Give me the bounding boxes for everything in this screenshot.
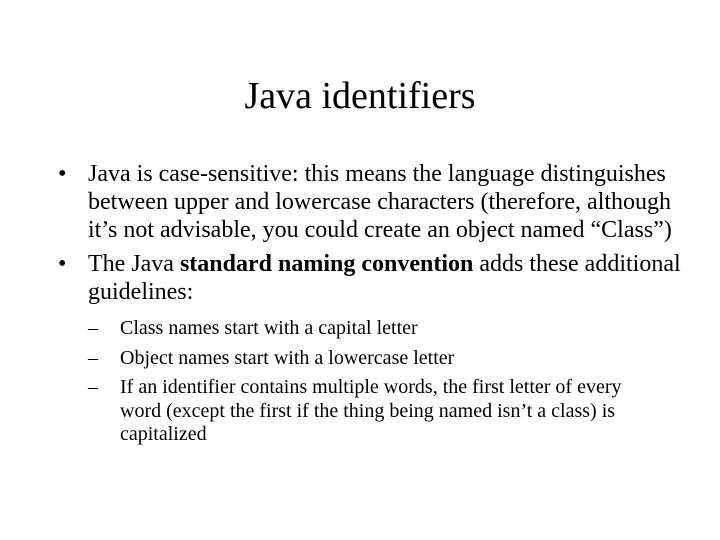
subbullet-text: Class names start with a capital letter [120, 317, 418, 339]
bullet-text-bold: standard naming convention [179, 251, 474, 277]
bullet-item [58, 160, 698, 244]
subbullet-list [88, 317, 648, 447]
bullet-text-after: adds these additional guidelines: [88, 251, 681, 305]
bullet-item [58, 250, 698, 447]
subbullet-marker: – [88, 346, 98, 369]
subbullet-marker: – [88, 376, 98, 398]
subbullet-text: If an identifier contains multiple words, the first letter of every word (except the first if the thing being named isn’t a class) is capitalized [120, 376, 622, 445]
subbullet-text: Object names start with a lowercase letter [120, 346, 455, 369]
bullet-marker: • [58, 161, 67, 187]
bullet-text: Java is case-sensitive: this means the language distinguishes between upper and lowercase characters (therefore, although it’s not advisable, you could create an object named “Class”) [88, 161, 672, 243]
bullet-marker: • [58, 251, 67, 277]
bullet-list [58, 160, 698, 453]
subbullet-item [88, 317, 648, 341]
subbullet-item [88, 347, 648, 371]
subbullet-marker: – [88, 317, 98, 339]
subbullet-item [88, 376, 648, 447]
slide-title: Java identifiers [244, 75, 476, 117]
bullet-text-before: The Java [88, 251, 180, 277]
